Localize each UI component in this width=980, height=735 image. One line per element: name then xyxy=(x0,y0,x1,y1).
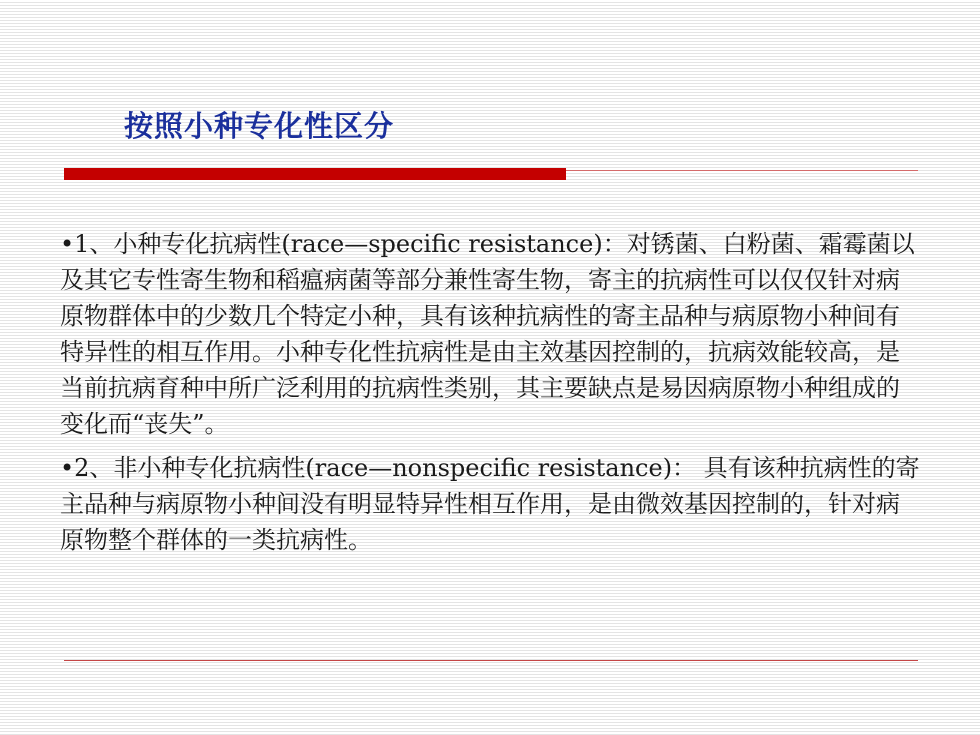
paragraph-text: 2、非小种专化抗病性(race—nonspecific resistance)： 具有该种抗病性的寄主品种与病原物小种间没有明显特异性相互作用，是由微效基因控制的，针对病原物整个群体的一类抗病性。 xyxy=(60,454,920,554)
bullet-icon: • xyxy=(60,230,75,258)
paragraph-race-nonspecific xyxy=(60,450,922,558)
slide-body xyxy=(60,226,922,566)
title-divider-accent xyxy=(64,168,566,180)
slide-title: 按照小种专化性区分 xyxy=(124,109,395,143)
footer-divider xyxy=(64,660,918,661)
bullet-icon: • xyxy=(60,454,75,482)
paragraph-text: 1、小种专化抗病性(race—specific resistance)：对锈菌、白粉菌、霜霉菌以及其它专性寄生物和稻瘟病菌等部分兼性寄生物，寄主的抗病性可以仅仅针对病原物群体中的少数几个特定小种，具有该种抗病性的寄主品种与病原物小种间有特异性的相互作用。小种专化性抗病性是由主效基因控制的，抗病效能较高，是当前抗病育种中所广泛利用的抗病性类别，其主要缺点是易因病原物小种组成的变化而“丧失”。 xyxy=(60,230,915,438)
paragraph-race-specific xyxy=(60,226,922,442)
